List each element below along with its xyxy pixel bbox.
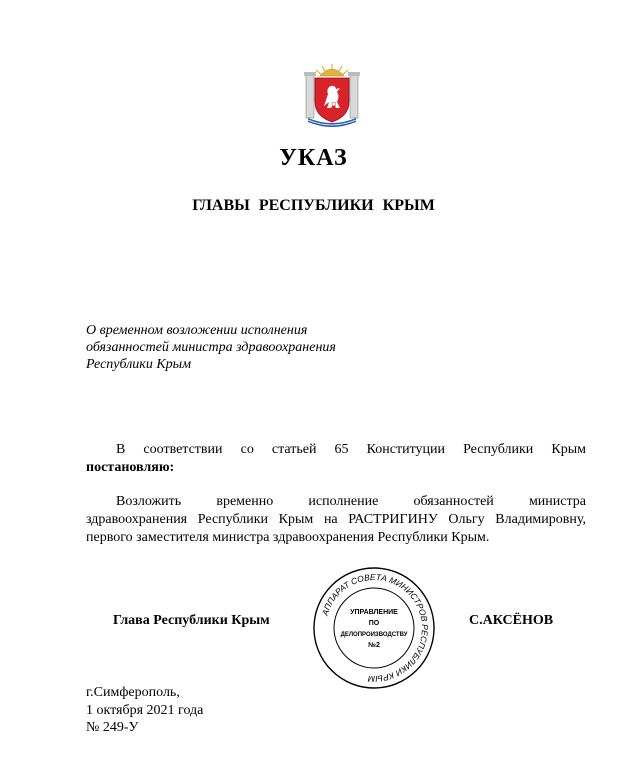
order-line-1: Возложить временно исполнение обязанностей министра [116, 494, 586, 509]
crimea-coat-of-arms-icon [304, 62, 360, 128]
order-line-3: первого заместителя министра здравоохранения Республики Крым. [86, 530, 490, 545]
stamp-line-4: №2 [368, 642, 380, 649]
stamp-line-1: УПРАВЛЕНИЕ [350, 609, 398, 616]
order-line-2: здравоохранения Республики Крым на РАСТРИГИНУ Ольгу Владимировну, [86, 512, 586, 527]
preamble-paragraph [86, 441, 586, 477]
signer-name: С.АКСЁНОВ [469, 613, 554, 628]
stamp-outer-text: АППАРАТ СОВЕТА МИНИСТРОВ РЕСПУБЛИКИ КРЫМ [319, 571, 431, 685]
official-stamp [312, 566, 436, 690]
decree-subject [86, 322, 336, 373]
document-subtitle: ГЛАВЫ РЕСПУБЛИКИ КРЫМ [192, 197, 435, 214]
preamble-line: В соответствии со статьей 65 Конституции Республики Крым [116, 442, 586, 457]
issue-details [86, 684, 203, 737]
svg-text:АППАРАТ СОВЕТА МИНИСТРОВ РЕСПУ [319, 572, 430, 684]
subject-line-3: Республики Крым [86, 357, 192, 372]
preamble-decision: постановляю: [86, 460, 175, 475]
signer-title: Глава Республики Крым [113, 613, 270, 628]
order-paragraph [86, 493, 586, 547]
issue-date: 1 октября 2021 года [86, 702, 204, 718]
issue-city: г.Симферополь, [86, 685, 180, 700]
decree-number: № 249-У [86, 720, 139, 735]
stamp-line-3: ДЕЛОПРОИЗВОДСТВУ [340, 632, 408, 638]
subject-line-1: О временном возложении исполнения [86, 323, 308, 338]
document-title: УКАЗ [279, 145, 348, 171]
subject-line-2: обязанностей министра здравоохранения [86, 340, 336, 355]
stamp-line-2: ПО [368, 620, 380, 627]
